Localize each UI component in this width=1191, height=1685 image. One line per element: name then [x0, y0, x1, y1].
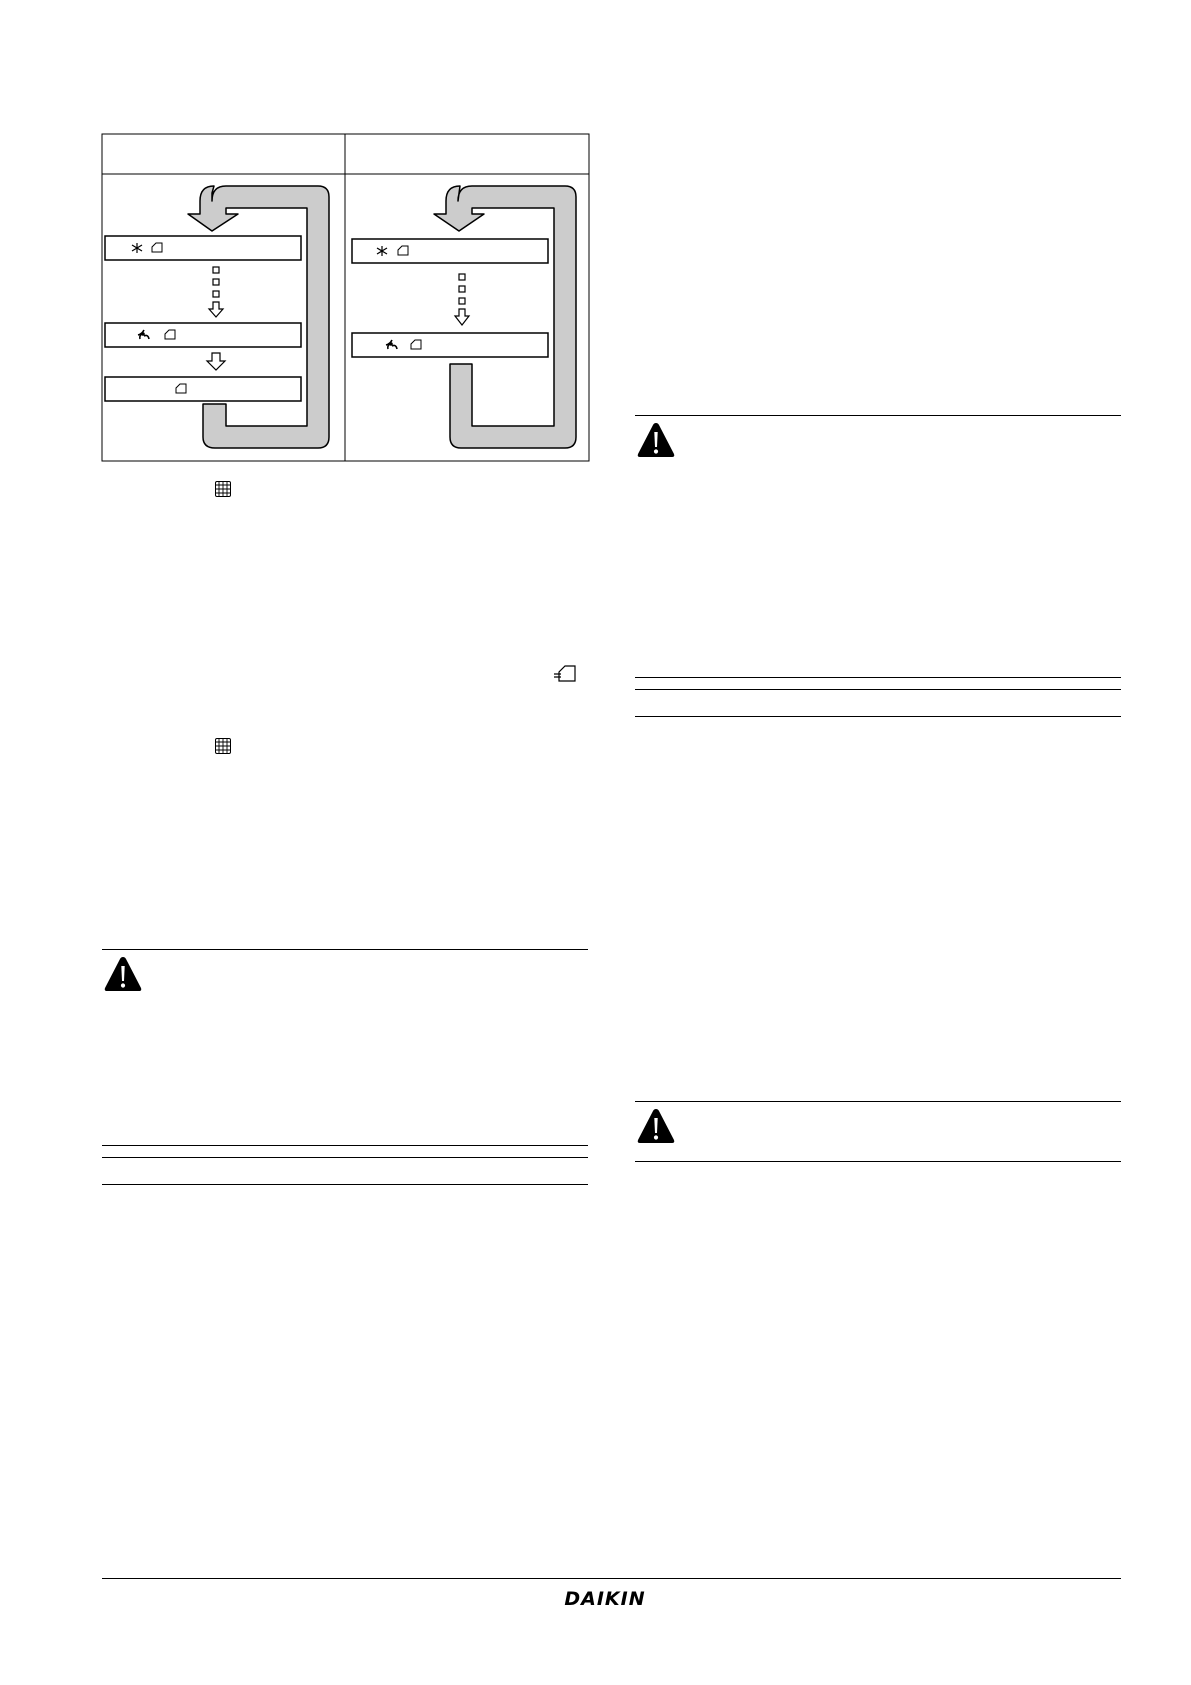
right-dotted-arrow — [455, 274, 469, 325]
warning-triangle-icon — [103, 955, 143, 995]
left-mode-box-stop — [105, 377, 301, 401]
warning-triangle-icon — [636, 1107, 676, 1147]
right-warning-top-rule — [635, 415, 1121, 416]
left-table-rule-1 — [102, 1145, 588, 1146]
left-mode-box-cooling — [105, 236, 301, 260]
left-warning-top-rule — [102, 949, 588, 950]
right-caution-top-rule — [635, 1101, 1121, 1102]
right-table-rule-3 — [635, 716, 1121, 717]
right-table-rule-1 — [635, 677, 1121, 678]
right-mode-box-fan — [352, 333, 548, 357]
left-dotted-arrow — [209, 267, 223, 317]
warning-triangle-icon — [636, 421, 676, 461]
right-caution-bottom-rule — [635, 1161, 1121, 1162]
left-mode-box-fan — [105, 323, 301, 347]
filter-grid-icon — [215, 738, 231, 754]
footer-rule — [102, 1578, 1121, 1579]
operation-cycle-diagram — [0, 0, 1191, 470]
filter-grid-icon — [215, 481, 231, 497]
indoor-unit-filter-icon — [553, 665, 577, 683]
left-return-loop-arrow — [188, 186, 329, 448]
right-table-rule-2 — [635, 689, 1121, 690]
left-table-rule-3 — [102, 1184, 588, 1185]
diagram-column-left-header — [103, 135, 344, 173]
diagram-column-right-header — [346, 135, 588, 173]
left-table-rule-2 — [102, 1157, 588, 1158]
left-solid-arrow — [207, 353, 225, 370]
daikin-logo: DAIKIN — [564, 1588, 646, 1610]
